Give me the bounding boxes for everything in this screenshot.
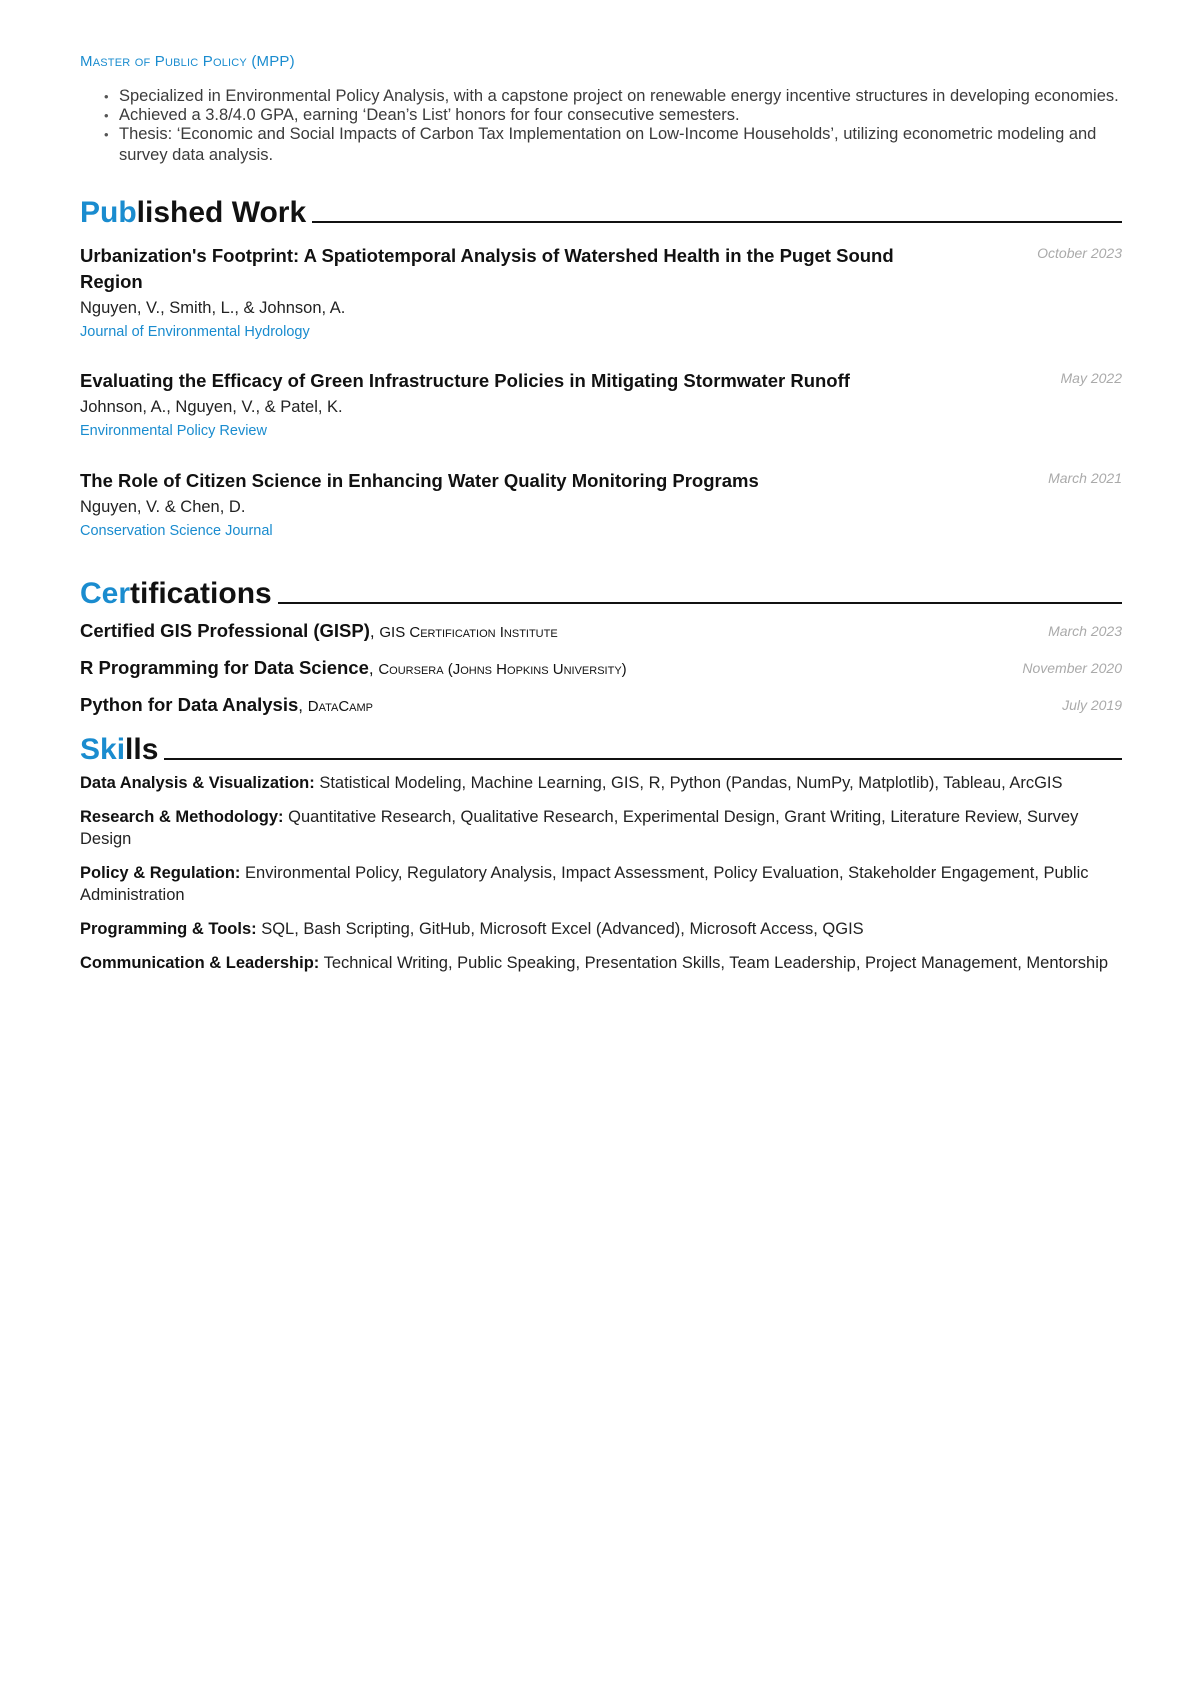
publication-journal: Journal of Environmental Hydrology	[80, 324, 310, 340]
section-title	[80, 733, 158, 767]
publication-authors: Johnson, A., Nguyen, V., & Patel, K.	[80, 398, 343, 416]
section-title-rest: lls	[125, 733, 159, 766]
education-bullets	[80, 86, 1122, 164]
section-rule	[312, 221, 1122, 223]
skill-text: Statistical Modeling, Machine Learning, GIS, R, Python (Pandas, NumPy, Matplotlib), Tableau, ArcGIS	[319, 774, 1063, 792]
certification-item	[80, 694, 1122, 720]
certification-date: March 2023	[1048, 623, 1122, 639]
certification-name: Certified GIS Professional (GISP)	[80, 620, 370, 641]
section-rule	[278, 602, 1122, 604]
skill-text: Technical Writing, Public Speaking, Presentation Skills, Team Leadership, Project Management, Mentorship	[323, 954, 1109, 972]
publication-item	[80, 468, 1122, 543]
publication-journal: Conservation Science Journal	[80, 523, 273, 539]
separator: ,	[298, 696, 308, 715]
education-bullet: • Achieved a 3.8/4.0 GPA, earning ‘Dean’s List’ honors for four consecutive semesters.	[119, 105, 1122, 126]
certification-issuer: GIS Certification Institute	[379, 624, 558, 641]
section-title	[80, 196, 306, 230]
section-published-work	[80, 190, 1122, 230]
skill-text: Environmental Policy, Regulatory Analysis, Impact Assessment, Policy Evaluation, Stakeholder Engagement, Public Administration	[80, 864, 1089, 904]
certification-issuer: DataCamp	[307, 698, 373, 715]
degree-title: Master of Public Policy (MPP)	[80, 53, 295, 70]
skill-row	[80, 806, 1122, 850]
publication-authors: Nguyen, V., Smith, L., & Johnson, A.	[80, 299, 346, 317]
publication-date: May 2022	[1060, 370, 1122, 386]
skill-row	[80, 862, 1122, 906]
section-rule	[164, 758, 1122, 760]
education-bullet: • Specialized in Environmental Policy Analysis, with a capstone project on renewable energy incentive structures in developing economies.	[119, 86, 1122, 107]
skill-label: Policy & Regulation:	[80, 864, 241, 882]
skill-row	[80, 952, 1122, 974]
separator: ,	[369, 622, 380, 641]
education-bullet: • Thesis: ‘Economic and Social Impacts of Carbon Tax Implementation on Low-Income Households’, utilizing econometric modeling and survey data analysis.	[119, 124, 1122, 166]
certification-name: R Programming for Data Science	[80, 657, 369, 678]
skill-row	[80, 772, 1122, 794]
section-title-rest: tifications	[130, 577, 272, 610]
section-title-accent: Cer	[80, 577, 131, 610]
certification-item	[80, 620, 1122, 646]
publication-item	[80, 243, 1122, 344]
section-certifications	[80, 571, 1122, 611]
skill-label: Research & Methodology:	[80, 808, 284, 826]
publication-journal: Environmental Policy Review	[80, 423, 267, 439]
section-skills	[80, 727, 1122, 767]
publication-title: Urbanization's Footprint: A Spatiotemporal Analysis of Watershed Health in the Puget Sound Region	[80, 245, 894, 292]
section-title-accent: Pub	[80, 196, 137, 229]
certification-issuer: Coursera (Johns Hopkins University)	[378, 661, 627, 678]
section-title-rest: lished Work	[136, 196, 307, 229]
section-title	[80, 577, 272, 611]
skill-row	[80, 918, 1122, 940]
publication-date: October 2023	[1037, 245, 1122, 261]
certification-item	[80, 657, 1122, 683]
publication-title: The Role of Citizen Science in Enhancing Water Quality Monitoring Programs	[80, 470, 759, 491]
certification-date: July 2019	[1062, 697, 1122, 713]
publication-authors: Nguyen, V. & Chen, D.	[80, 498, 246, 516]
certification-name: Python for Data Analysis	[80, 694, 299, 715]
publication-title: Evaluating the Efficacy of Green Infrastructure Policies in Mitigating Stormwater Runoff	[80, 370, 850, 391]
section-title-accent: Ski	[80, 733, 126, 766]
publication-item	[80, 368, 1122, 443]
skill-label: Communication & Leadership:	[80, 954, 320, 972]
separator: ,	[368, 659, 379, 678]
skill-label: Data Analysis & Visualization:	[80, 774, 315, 792]
skill-text: Quantitative Research, Qualitative Research, Experimental Design, Grant Writing, Literature Review, Survey Design	[80, 808, 1079, 848]
publication-date: March 2021	[1048, 470, 1122, 486]
skill-text: SQL, Bash Scripting, GitHub, Microsoft Excel (Advanced), Microsoft Access, QGIS	[261, 920, 864, 938]
skill-label: Programming & Tools:	[80, 920, 257, 938]
certification-date: November 2020	[1022, 660, 1122, 676]
